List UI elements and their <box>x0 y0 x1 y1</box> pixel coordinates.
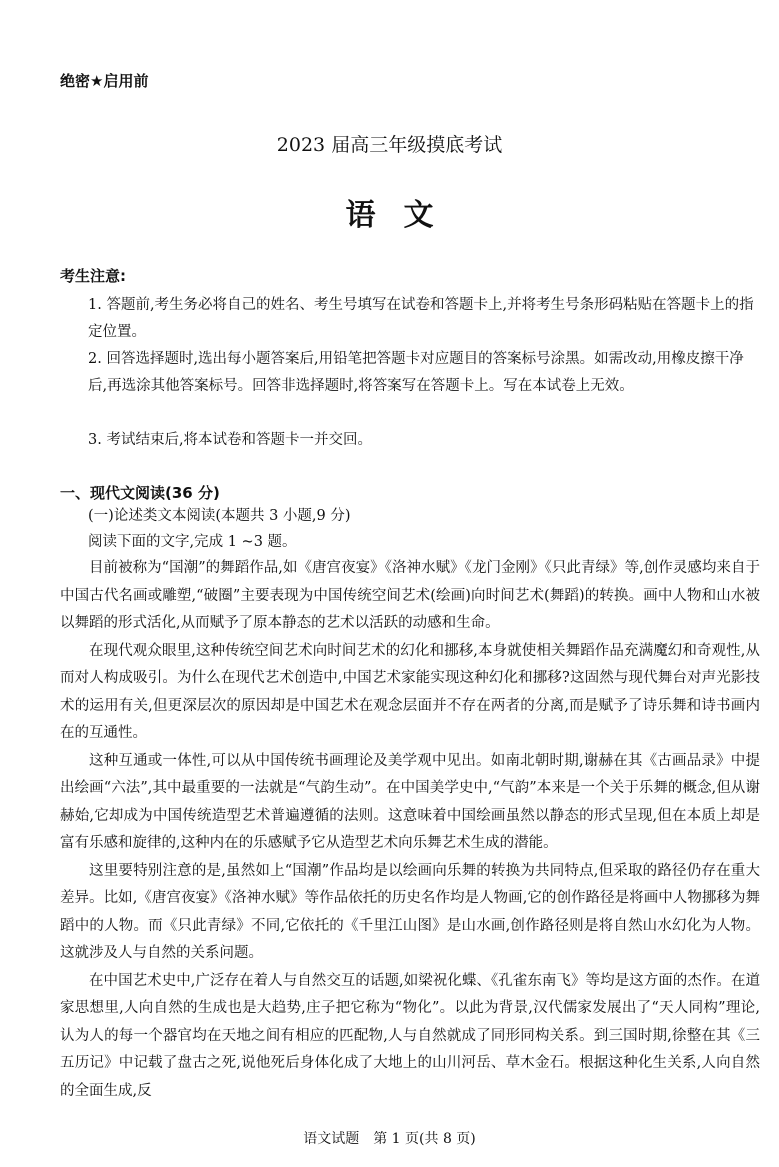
passage-paragraph: 目前被称为“国潮”的舞蹈作品,如《唐宫夜宴》《洛神水赋》《龙门金刚》《只此青绿》等,创作灵感均来自于中国古代名画或雕塑,“破圈”主要表现为中国传统空间艺术(绘画)向时间艺术(舞蹈)的转换。画中人物和山水被以舞蹈的形式活化,从而赋予了原本静态的艺术以活跃的动感和生命。 <box>60 560 760 631</box>
passage-paragraph: 在中国艺术史中,广泛存在着人与自然交互的话题,如梁祝化蝶、《孔雀东南飞》等均是这方面的杰作。在道家思想里,人向自然的生成也是大趋势,庄子把它称为“物化”。以此为背景,汉代儒家发展出了“天人同构”理论,认为人的每一个器官均在天地之间有相应的匹配物,人与自然就成了同形同构关系。到三国时期,徐整在其《三五历记》中记载了盘古之死,说他死后身体化成了大地上的山川河岳、草木金石。根据这种化生关系,人向自然的全面生成,反 <box>60 972 760 1099</box>
secret-mark: 绝密★启用前 <box>60 72 149 90</box>
notice-item-1 <box>88 292 758 346</box>
reading-passage <box>60 555 760 1105</box>
passage-paragraph: 这种互通或一体性,可以从中国传统书画理论及美学观中见出。如南北朝时期,谢赫在其《古画品录》中提出绘画“六法”,其中最重要的一法就是“气韵生动”。在中国美学史中,“气韵”本来是一个关于乐舞的概念,但从谢赫始,它却成为中国传统造型艺术普遍遵循的法则。这意味着中国绘画虽然以静态的形式呈现,但在本质上却是富有乐感和旋律的,这种内在的乐感赋予它从造型艺术向乐舞艺术生成的潜能。 <box>60 752 760 851</box>
passage-paragraph: 这里要特别注意的是,虽然如上“国潮”作品均是以绘画向乐舞的转换为共同特点,但采取的路径仍存在重大差异。比如,《唐宫夜宴》《洛神水赋》等作品依托的历史名作均是人物画,它的创作路径是将画中人物挪移为舞蹈中的人物。而《只此青绿》不同,它依托的《千里江山图》是山水画,创作路径则是将自然山水幻化为人物。这就涉及人与自然的关系问题。 <box>60 862 760 961</box>
section-title: 一、现代文阅读(36 分) <box>60 484 220 502</box>
page-footer: 语文试题 第 1 页(共 8 页) <box>303 1131 476 1147</box>
notice-item-text: 2. 回答选择题时,选出每小题答案后,用铅笔把答题卡对应题目的答案标号涂黑。如需改动,用橡皮擦干净后,再选涂其他答案标号。回答非选择题时,将答案写在答题卡上。写在本试卷上无效。 <box>88 351 744 394</box>
notice-item-2 <box>88 346 758 400</box>
section-instruction: 阅读下面的文字,完成 1 ~3 题。 <box>88 534 297 550</box>
notice-item-3 <box>88 427 758 454</box>
subject-title: 语文 <box>345 198 462 233</box>
notice-item-text: 1. 答题前,考生务必将自己的姓名、考生号填写在试卷和答题卡上,并将考生号条形码粘贴在答题卡上的指定位置。 <box>88 297 754 340</box>
notice-heading: 考生注意: <box>60 267 126 285</box>
section-subtitle: (一)论述类文本阅读(本题共 3 小题,9 分) <box>88 508 351 524</box>
passage-paragraph: 在现代观众眼里,这种传统空间艺术向时间艺术的幻化和挪移,本身就使相关舞蹈作品充满魔幻和奇观性,从而对人构成吸引。为什么在现代艺术创造中,中国艺术家能实现这种幻化和挪移?这固然与现代舞台对声光影技术的运用有关,但更深层次的原因却是中国艺术在观念层面并不存在两者的分离,而是赋予了诗乐舞和诗书画内在的互通性。 <box>60 642 760 741</box>
notice-item-text: 3. 考试结束后,将本试卷和答题卡一并交回。 <box>88 432 373 448</box>
exam-title: 2023 届高三年级摸底考试 <box>276 134 503 156</box>
